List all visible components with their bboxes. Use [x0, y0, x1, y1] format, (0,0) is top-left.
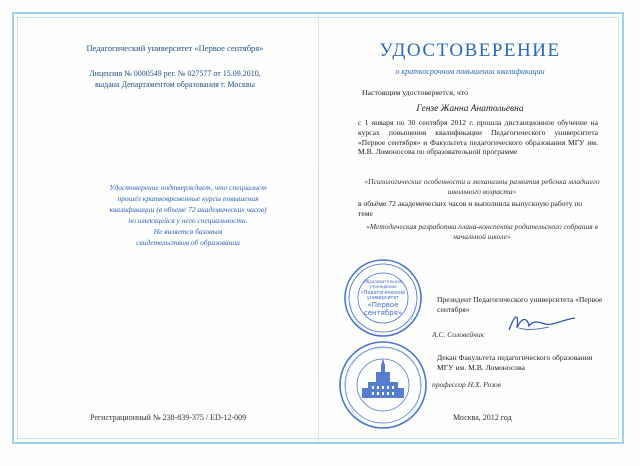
university-seal-icon — [343, 258, 423, 338]
validity-note — [68, 182, 308, 248]
note-line: прошёл кратковременные курсы повышения — [117, 194, 259, 203]
note-line: Удостоверение подтверждает, что специалист — [109, 183, 267, 192]
thesis-title: «Методическая разработка плана-конспекта родительского собрания в начальной школе» — [366, 222, 598, 241]
university-name: Педагогический университет «Первое сентября» — [86, 43, 264, 53]
signer2-name: профессор Н.Х. Розов — [432, 380, 502, 389]
seal-text: «Педагогический — [360, 291, 406, 296]
signer2-title: Декан Факультета педагогического образования МГУ им. М.В. Ломоносова — [437, 353, 593, 372]
license-issuer: выдана Департаментом образования г. Москвы — [94, 80, 256, 89]
msu-seal-icon — [338, 340, 428, 430]
seal-text: учреждение — [369, 284, 397, 289]
recipient-name: Гензе Жанна Анатольевна — [416, 104, 524, 114]
document-subtitle: о краткосрочном повышении квалификации — [395, 67, 545, 76]
body-text: с 1 января по 30 сентября 2012 г. прошла дистанционное обучение на курсах повышения квалификации Педагогического университета «Первое сентября» и Факультета педагогического образования МГУ им. М.В. Ломоносова по образовательной программе — [358, 118, 598, 157]
license-line: Лицензия № 0000549 рег. № 027577 от 15.09.2010, — [89, 69, 261, 78]
note-line: Не является базовым — [153, 227, 223, 236]
signer1-name: А.С. Соловейчик — [432, 330, 485, 339]
document-title: УДОСТОВЕРЕНИЕ — [379, 40, 561, 61]
registration-number: Регистрационный № 238-839-375 / ED-12-009 — [90, 413, 247, 422]
signature-icon — [505, 308, 580, 336]
seal-text: университет — [366, 296, 400, 301]
note-line: по имеющейся у него специальности. — [128, 216, 248, 225]
body-text-2: в объёме 72 академических часов и выполнила выпускную работу по теме — [358, 199, 583, 218]
seal-text: «Первое — [367, 301, 399, 309]
left-header — [60, 43, 290, 90]
attest-line: Настоящим удостоверяется, что — [362, 88, 468, 97]
seal-text: Образовательное — [363, 279, 403, 284]
seal-text: сентября» — [363, 309, 403, 317]
note-line: квалификации (в объеме 72 академических часов) — [109, 205, 267, 214]
fold-line — [318, 14, 319, 442]
course-title: «Психологические особенности и механизмы развития ребенка младшего школьного возраста» — [364, 177, 600, 196]
signer1-title: Президент Педагогического университета «Первое сентября» — [437, 295, 603, 314]
note-line: свидетельством об образовании — [136, 238, 240, 247]
place-date: Москва, 2012 год — [453, 413, 512, 422]
